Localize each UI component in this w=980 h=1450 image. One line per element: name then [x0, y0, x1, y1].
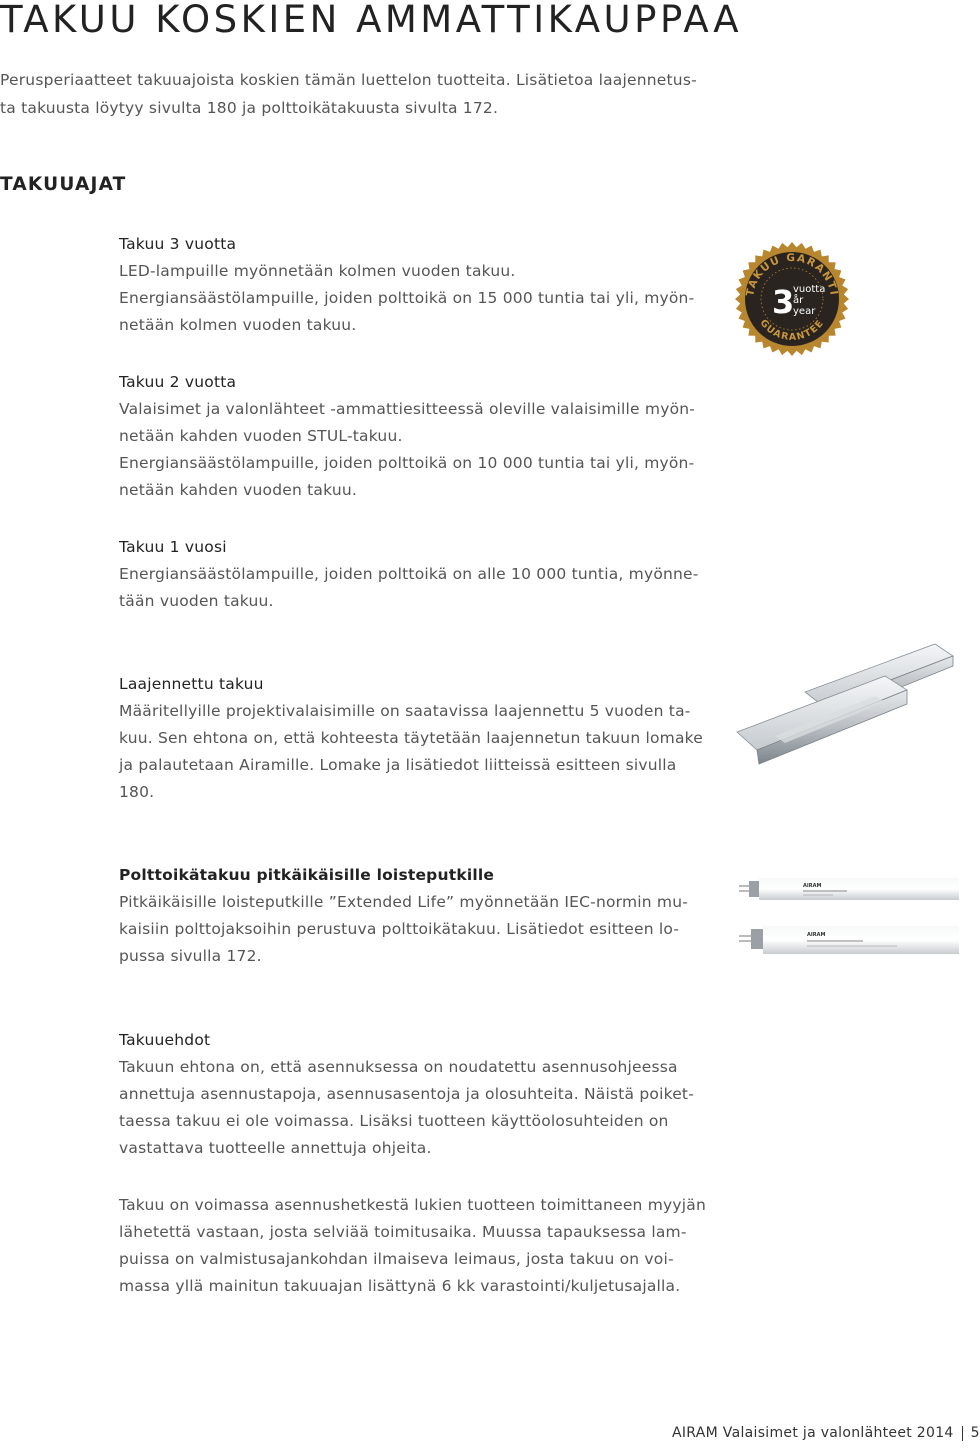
intro-text [0, 66, 710, 122]
footer-divider [962, 1426, 963, 1441]
badge-unit: år [793, 295, 804, 306]
extended-warranty-line: 180. [119, 783, 155, 801]
warranty-1-year-section [119, 534, 707, 615]
section-title: TAKUUAJAT [0, 174, 127, 195]
warranty-terms-line: Takuun ehtona on, että asennuksessa on noudatettu asennusohjeessa [119, 1058, 678, 1076]
lifetime-warranty-line: Pitkäikäisille loisteputkille ”Extended Life” myönnetään IEC-normin mu- [119, 893, 689, 911]
extended-warranty-line: Määritellyille projektivalaisimille on saatavissa laajennettu 5 vuoden ta- [119, 702, 691, 720]
extended-warranty-line: kuu. Sen ehtona on, että kohteesta täytetään laajennetun takuun lomake [119, 729, 704, 747]
badge-bottom-text: GUARANTEE [757, 317, 827, 343]
waterproof-fixtures-image [735, 640, 957, 810]
warranty-3-line: netään kolmen vuoden takuu. [119, 316, 357, 334]
warranty-2-line: netään kahden vuoden STUL-takuu. [119, 427, 403, 445]
tube-top [739, 878, 959, 900]
extended-warranty-line: ja palautetaan Airamille. Lomake ja lisätiedot liitteissä esitteen sivulla [119, 756, 677, 774]
warranty-terms-line: puissa on valmistusajankohdan ilmaiseva leimaus, josta takuu on voi- [119, 1250, 674, 1268]
badge-top-text: TAKUU GARANTI [744, 251, 840, 298]
warranty-terms-line: massa yllä mainitun takuuajan lisättynä 6 kk varastointi/kuljetusajalla. [119, 1277, 681, 1295]
warranty-terms-heading: Takuuehdot [119, 1031, 211, 1049]
guarantee-badge-icon [733, 242, 851, 356]
tube-label: AIRAM [803, 883, 822, 889]
warranty-terms-line: taessa takuu ei ole voimassa. Lisäksi tuotteen käyttöolosuhteiden on [119, 1112, 669, 1130]
badge-unit: year [793, 306, 816, 317]
warranty-2-line: Energiansäästölampuille, joiden polttoikä on 10 000 tuntia tai yli, myön- [119, 454, 695, 472]
warranty-3-years-section [119, 231, 707, 339]
warranty-terms-line: vastattava tuotteelle annettuja ohjeita. [119, 1139, 432, 1157]
warranty-2-line: netään kahden vuoden takuu. [119, 481, 357, 499]
warranty-2-heading: Takuu 2 vuotta [119, 373, 237, 391]
page-number: 5 [970, 1425, 980, 1441]
lifetime-warranty-heading: Polttoikätakuu pitkäikäisille loisteputkille [119, 866, 495, 884]
page-title: TAKUU KOSKIEN AMMATTIKAUPPAA [0, 0, 743, 41]
intro-line: Perusperiaatteet takuuajoista koskien tämän luettelon tuotteita. Lisätietoa laajennetus- [0, 71, 697, 89]
warranty-3-line: LED-lampuille myönnetään kolmen vuoden takuu. [119, 262, 516, 280]
warranty-1-line: Energiansäästölampuille, joiden polttoikä on alle 10 000 tuntia, myönne- [119, 565, 699, 583]
lifetime-warranty-line: pussa sivulla 172. [119, 947, 262, 965]
tube-label: AIRAM [807, 932, 826, 938]
warranty-terms-line: lähetettä vastaan, josta selviää toimitusaika. Muussa tapauksessa lam- [119, 1223, 687, 1241]
page-footer [672, 1425, 980, 1441]
lifetime-warranty-section [119, 862, 707, 970]
warranty-terms-paragraph-2 [119, 1192, 707, 1300]
warranty-terms-line: Takuu on voimassa asennushetkestä lukien tuotteen toimittaneen myyjän [119, 1196, 706, 1214]
warranty-3-line: Energiansäästölampuille, joiden polttoikä on 15 000 tuntia tai yli, myön- [119, 289, 695, 307]
warranty-1-heading: Takuu 1 vuosi [119, 538, 227, 556]
extended-warranty-heading: Laajennettu takuu [119, 675, 264, 693]
footer-publication: AIRAM Valaisimet ja valonlähteet 2014 [672, 1425, 954, 1441]
extended-warranty-section [119, 671, 707, 806]
warranty-3-heading: Takuu 3 vuotta [119, 235, 237, 253]
badge-unit: vuotta [793, 284, 826, 295]
warranty-terms-section [119, 1027, 707, 1162]
warranty-1-line: tään vuoden takuu. [119, 592, 274, 610]
warranty-2-line: Valaisimet ja valonlähteet -ammattiesitteessä oleville valaisimille myön- [119, 400, 696, 418]
tube-bottom [739, 926, 959, 954]
fluorescent-tubes-image [737, 866, 959, 970]
badge-number: 3 [772, 283, 795, 321]
lifetime-warranty-line: kaisiin polttojaksoihin perustuva polttoikätakuu. Lisätiedot esitteen lo- [119, 920, 680, 938]
warranty-2-years-section [119, 369, 707, 504]
warranty-terms-line: annettuja asennustapoja, asennusasentoja ja olosuhteita. Näistä poiket- [119, 1085, 695, 1103]
intro-line: ta takuusta löytyy sivulta 180 ja polttoikätakuusta sivulta 172. [0, 99, 499, 117]
